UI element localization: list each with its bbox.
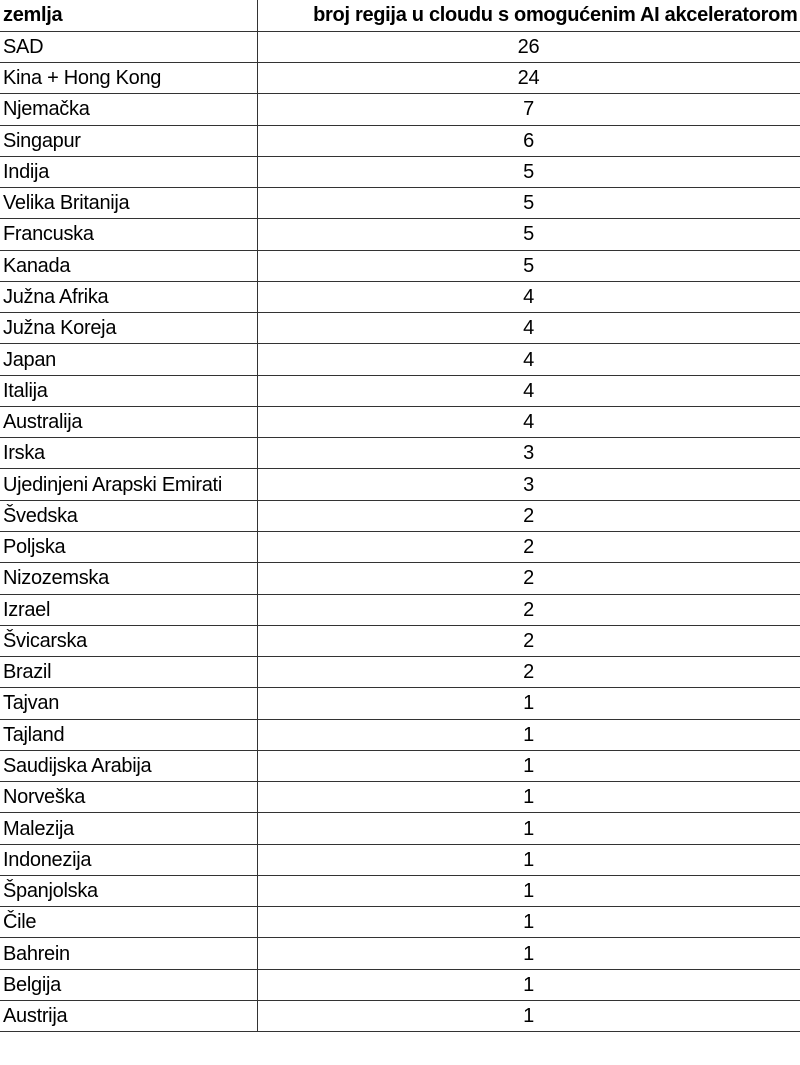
country-cell: Norveška [0, 782, 257, 813]
region-count-cell: 5 [257, 250, 800, 281]
table-row [0, 563, 800, 594]
country-cell: Irska [0, 438, 257, 469]
region-count-cell: 1 [257, 875, 800, 906]
region-count-cell: 26 [257, 31, 800, 62]
table-row [0, 406, 800, 437]
country-cell: Italija [0, 375, 257, 406]
region-count-cell: 1 [257, 813, 800, 844]
table-row [0, 281, 800, 312]
country-cell: Japan [0, 344, 257, 375]
region-count-cell: 1 [257, 938, 800, 969]
table-body [0, 31, 800, 1032]
region-count-cell: 5 [257, 219, 800, 250]
region-count-cell: 3 [257, 438, 800, 469]
country-cell: Čile [0, 907, 257, 938]
table-row [0, 719, 800, 750]
region-count-cell: 4 [257, 313, 800, 344]
region-count-cell: 1 [257, 719, 800, 750]
region-count-cell: 1 [257, 782, 800, 813]
region-count-cell: 2 [257, 657, 800, 688]
country-cell: Francuska [0, 219, 257, 250]
country-cell: Južna Koreja [0, 313, 257, 344]
region-count-cell: 2 [257, 625, 800, 656]
region-count-cell: 4 [257, 344, 800, 375]
country-cell: Švicarska [0, 625, 257, 656]
country-cell: SAD [0, 31, 257, 62]
header-region-count: broj regija u cloudu s omogućenim AI akceleratorom [257, 0, 800, 31]
region-count-cell: 24 [257, 63, 800, 94]
region-count-cell: 5 [257, 188, 800, 219]
country-cell: Švedska [0, 500, 257, 531]
region-count-cell: 1 [257, 907, 800, 938]
header-country: zemlja [0, 0, 257, 31]
region-count-cell: 1 [257, 688, 800, 719]
table-row [0, 31, 800, 62]
country-cell: Velika Britanija [0, 188, 257, 219]
country-cell: Kina + Hong Kong [0, 63, 257, 94]
table-row [0, 156, 800, 187]
region-count-cell: 1 [257, 750, 800, 781]
country-cell: Indija [0, 156, 257, 187]
table-row [0, 469, 800, 500]
table-row [0, 625, 800, 656]
region-count-cell: 1 [257, 1001, 800, 1032]
region-count-cell: 6 [257, 125, 800, 156]
table-row [0, 94, 800, 125]
table-row [0, 375, 800, 406]
country-cell: Saudijska Arabija [0, 750, 257, 781]
region-count-cell: 3 [257, 469, 800, 500]
region-count-cell: 2 [257, 594, 800, 625]
country-cell: Ujedinjeni Arapski Emirati [0, 469, 257, 500]
table-row [0, 313, 800, 344]
table-row [0, 532, 800, 563]
country-cell: Belgija [0, 969, 257, 1000]
table-row [0, 500, 800, 531]
table-row [0, 250, 800, 281]
country-cell: Bahrein [0, 938, 257, 969]
table-row [0, 594, 800, 625]
country-cell: Indonezija [0, 844, 257, 875]
region-count-cell: 7 [257, 94, 800, 125]
country-cell: Njemačka [0, 94, 257, 125]
table-row [0, 188, 800, 219]
region-count-cell: 1 [257, 844, 800, 875]
region-count-cell: 4 [257, 375, 800, 406]
table-row [0, 844, 800, 875]
country-cell: Poljska [0, 532, 257, 563]
table-row [0, 125, 800, 156]
table-row [0, 813, 800, 844]
table-row [0, 344, 800, 375]
region-count-cell: 2 [257, 500, 800, 531]
table-row [0, 907, 800, 938]
table-row [0, 1001, 800, 1032]
header-row [0, 0, 800, 31]
region-count-cell: 5 [257, 156, 800, 187]
country-cell: Singapur [0, 125, 257, 156]
table-row [0, 219, 800, 250]
table-row [0, 438, 800, 469]
country-cell: Austrija [0, 1001, 257, 1032]
region-count-cell: 2 [257, 563, 800, 594]
country-cell: Južna Afrika [0, 281, 257, 312]
table-row [0, 875, 800, 906]
table-row [0, 938, 800, 969]
table-row [0, 63, 800, 94]
country-cell: Nizozemska [0, 563, 257, 594]
region-count-cell: 4 [257, 406, 800, 437]
region-count-cell: 4 [257, 281, 800, 312]
country-cell: Tajvan [0, 688, 257, 719]
country-cell: Malezija [0, 813, 257, 844]
country-cell: Brazil [0, 657, 257, 688]
table-row [0, 657, 800, 688]
table-row [0, 969, 800, 1000]
region-count-cell: 1 [257, 969, 800, 1000]
region-count-cell: 2 [257, 532, 800, 563]
country-cell: Kanada [0, 250, 257, 281]
country-cell: Španjolska [0, 875, 257, 906]
country-cell: Tajland [0, 719, 257, 750]
country-cell: Australija [0, 406, 257, 437]
country-cell: Izrael [0, 594, 257, 625]
table-row [0, 750, 800, 781]
table-row [0, 688, 800, 719]
table-row [0, 782, 800, 813]
